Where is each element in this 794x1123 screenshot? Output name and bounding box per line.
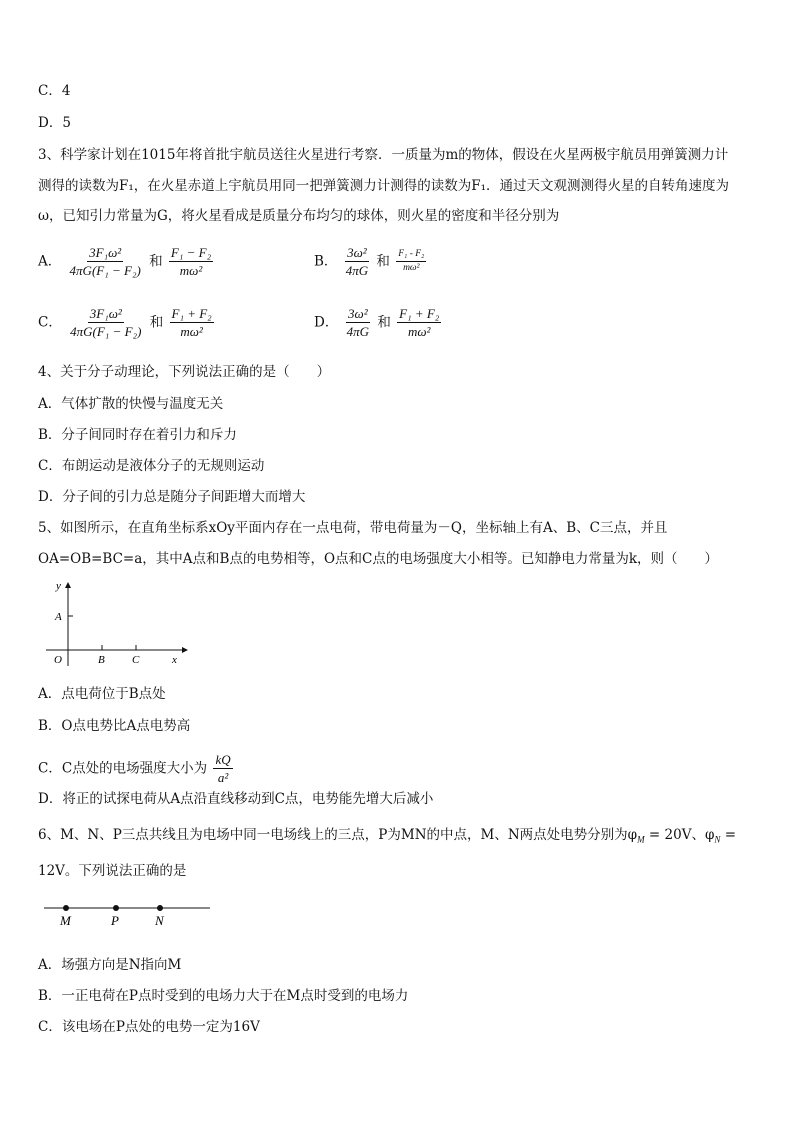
q3-option-b	[314, 245, 428, 278]
q6-option-a: A．场强方向是N指向M	[38, 957, 182, 973]
q3-option-d	[314, 306, 443, 339]
numerator: 3ω²	[347, 245, 367, 260]
denominator: mω²	[180, 324, 203, 339]
field-line-figure	[40, 896, 216, 930]
conjunction: 和	[376, 253, 390, 270]
q3-stem-line1: 3、科学家计划在1015年将首批宇航员送往火星进行考察．一质量为m的物体，假设在火星两极宇航员用弹簧测力计	[38, 147, 729, 163]
point-m-dot	[63, 905, 69, 911]
fraction-density	[68, 306, 143, 339]
q3-option-c	[38, 306, 216, 339]
numerator: 3F₁ω²	[89, 306, 122, 321]
fraction-density	[68, 245, 143, 278]
q6-option-b: B．一正电荷在P点时受到的电场力大于在M点时受到的电场力	[38, 988, 409, 1004]
q6-stem-line1	[38, 826, 736, 849]
q6-option-c: C．该电场在P点处的电势一定为16V	[38, 1019, 260, 1035]
q5-stem-line1: 5、如图所示，在直角坐标系xOy平面内存在一点电荷，带电荷量为－Q，坐标轴上有A、B、C三点，并且	[38, 520, 668, 536]
q3-option-a	[38, 245, 215, 278]
numerator: F₁ + F₂	[171, 306, 212, 321]
denominator: mω²	[407, 324, 431, 339]
stem-text: 6、M、N、P三点共线且为电场中同一电场线上的三点，P为MN的中点，M、N两点处电势分别为φ	[38, 827, 638, 843]
fraction-density	[344, 245, 370, 278]
c-label: C	[132, 654, 140, 666]
conjunction: 和	[149, 314, 164, 331]
q4-option-d: D．分子间的引力总是随分子间距增大而增大	[38, 489, 306, 505]
denominator: mω²	[403, 263, 420, 273]
y-label: y	[56, 580, 61, 592]
q5-option-b: B．O点电势比A点电势高	[38, 718, 191, 734]
numerator: 3F₁ω²	[89, 245, 122, 260]
o-label: O	[54, 654, 62, 666]
q2-option-c: C．4	[38, 83, 71, 99]
numerator: F₁ − F₂	[170, 245, 212, 260]
option-label: B．	[314, 253, 338, 270]
equation-part: =	[720, 827, 737, 843]
q4-option-c: C．布朗运动是液体分子的无规则运动	[38, 458, 265, 474]
p-label: P	[111, 913, 119, 928]
point-n-dot	[157, 905, 163, 911]
q4-option-b: B．分子间同时存在着引力和斥力	[38, 427, 237, 443]
q4-option-a: A．气体扩散的快慢与温度无关	[38, 396, 224, 412]
numerator: F₁ + F₂	[399, 306, 440, 321]
q3-stem-line3: ω，已知引力常量为G，将火星看成是质量分布均匀的球体，则火星的密度和半径分别为	[38, 208, 560, 224]
phi-m-subscript: M	[637, 834, 645, 845]
fraction-radius	[397, 306, 441, 339]
q5-option-a: A．点电荷位于B点处	[38, 686, 166, 702]
denominator: 4πG	[346, 324, 370, 339]
q5-option-d: D．将正的试探电荷从A点沿直线移动到C点，电势能先增大后减小	[38, 791, 434, 807]
numerator: 3ω²	[348, 306, 368, 321]
a-label: A	[55, 611, 62, 623]
denominator: 4πG(F₁ − F₂)	[69, 263, 141, 278]
numerator: F₁ - F₂	[396, 249, 426, 262]
point-p-dot	[113, 905, 119, 911]
denominator: 4πG	[345, 263, 369, 278]
q5-stem-line2: OA=OB=BC=a，其中A点和B点的电势相等，O点和C点的电场强度大小相等。已知静电力常量为k，则（ ）	[38, 551, 719, 567]
q2-option-d: D．5	[38, 115, 71, 131]
denominator: mω²	[179, 263, 203, 278]
x-label: x	[172, 654, 177, 666]
q4-stem: 4、关于分子动理论，下列说法正确的是（ ）	[38, 364, 331, 380]
option-label: D．	[314, 314, 339, 331]
fraction-radius	[396, 249, 426, 274]
field-strength-fraction	[213, 752, 232, 785]
x-axis-arrow	[182, 647, 188, 653]
denominator: a²	[217, 770, 229, 785]
m-label: M	[60, 913, 71, 928]
equation-part: = 20V、φ	[644, 827, 715, 843]
conjunction: 和	[377, 314, 391, 331]
q3-stem-line2: 测得的读数为F₁，在火星赤道上宇航员用同一把弹簧测力计测得的读数为F₁．通过天文观测测得火星的自转角速度为	[38, 178, 730, 194]
conjunction: 和	[149, 253, 163, 270]
n-label: N	[155, 913, 164, 928]
option-label: C．	[38, 314, 62, 331]
q6-stem-line2: 12V。下列说法正确的是	[38, 863, 187, 879]
phi-n-subscript: N	[714, 834, 721, 845]
b-label: B	[98, 654, 105, 666]
q5-option-c	[38, 752, 235, 785]
fraction-radius	[170, 306, 214, 339]
option-label: A．	[38, 253, 62, 270]
y-axis-arrow	[65, 582, 71, 588]
fraction-radius	[169, 245, 213, 278]
fraction-density	[345, 306, 371, 339]
denominator: 4πG(F₁ − F₂)	[70, 324, 142, 339]
option-text: C．C点处的电场强度大小为	[38, 760, 208, 777]
numerator: kQ	[215, 752, 231, 767]
coordinate-figure	[40, 578, 190, 670]
